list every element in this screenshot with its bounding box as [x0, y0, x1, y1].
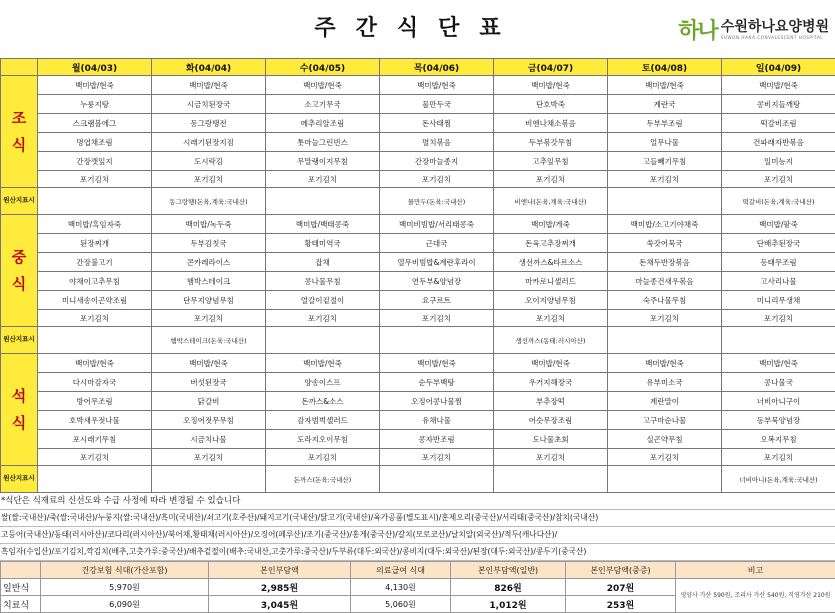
menu-item: 포기김치: [722, 310, 835, 327]
menu-item: 백미밥/소고기야채죽: [608, 215, 722, 234]
menu-row: [1, 411, 835, 430]
menu-item: 포기김치: [38, 449, 152, 466]
menu-item: 간장마늘종지: [380, 152, 494, 171]
page-header: [0, 0, 835, 58]
menu-item: 생선까스&타르소스: [494, 253, 608, 272]
price-value: 2,985원: [209, 579, 351, 596]
day-header: 화(04/04): [152, 59, 266, 76]
menu-item: 요구르트: [380, 291, 494, 310]
menu-item: 포기김치: [380, 310, 494, 327]
price-header: 건강보험 식대(가산포함): [41, 562, 209, 579]
origin-item: 떡갈비(돈육,계육:국내산): [722, 188, 835, 215]
menu-item: 포기김치: [608, 310, 722, 327]
day-header: 수(04/05): [266, 59, 380, 76]
menu-item: 비엔나채소볶음: [494, 114, 608, 133]
origin-item: [608, 188, 722, 215]
day-header-row: [1, 59, 835, 76]
menu-item: 양송이스프: [266, 373, 380, 392]
menu-item: 고들빼기무침: [608, 152, 722, 171]
price-header: [1, 562, 41, 579]
menu-row: [1, 76, 835, 95]
menu-row: [1, 215, 835, 234]
menu-item: 백미밥/팥죽: [722, 215, 835, 234]
menu-item: 백미밥/현죽: [494, 76, 608, 95]
origin-item: 너비아니(돈육,계육:국내산): [722, 466, 835, 493]
origin-row: [1, 466, 835, 493]
day-header: 토(04/08): [608, 59, 722, 76]
menu-item: 돈육고추장찌개: [494, 234, 608, 253]
price-header: 본인부담액(일반): [451, 562, 566, 579]
menu-item: 메추리알조림: [266, 114, 380, 133]
menu-item: 간장깻잎지: [38, 152, 152, 171]
meal-price-table: [0, 561, 835, 613]
menu-item: 쑥갓어묵국: [608, 234, 722, 253]
menu-item: 일미능지: [722, 152, 835, 171]
notes-section: [0, 493, 835, 561]
page-title: 주간식단표: [0, 0, 835, 58]
note-line: 흑임자(수입산)/포기김치,깍김치(배추,고춧가루:중국산)/배추겉절이(배추:국내산,고춧가루:중국산)/두부류(대두:외국산)/콩비지(대두:외국산)/된장(대두:외국산)/콩두기(중국산): [0, 544, 835, 561]
day-header: 목(04/06): [380, 59, 494, 76]
menu-item: 미니새송이곤약조림: [38, 291, 152, 310]
menu-row: [1, 133, 835, 152]
origin-item: [38, 188, 152, 215]
price-header: 본인부담액: [209, 562, 351, 579]
origin-item: 비엔나(돈육,계육:국내산): [494, 188, 608, 215]
menu-item: 오이지양념무침: [494, 291, 608, 310]
menu-item: 단배추된장국: [722, 234, 835, 253]
menu-item: 마카로니샐러드: [494, 272, 608, 291]
menu-item: 백미밥/현죽: [152, 354, 266, 373]
menu-item: 백미밥/현죽: [38, 76, 152, 95]
menu-item: 포기김치: [494, 171, 608, 188]
menu-item: 단호박죽: [494, 95, 608, 114]
menu-item: 백미밥/게죽: [494, 215, 608, 234]
menu-item: 포기김치: [608, 449, 722, 466]
menu-item: 콩나물무침: [266, 272, 380, 291]
menu-item: 마늘종건새우볶음: [608, 272, 722, 291]
menu-item: 호박새우젓나물: [38, 411, 152, 430]
price-header: 비고: [676, 562, 835, 579]
meal-label: 석 식: [1, 354, 38, 466]
menu-item: 두부부조림: [608, 114, 722, 133]
menu-item: 돈사태찜: [380, 114, 494, 133]
meal-label: 조 식: [1, 76, 38, 188]
menu-item: 동그랑땡전: [152, 114, 266, 133]
menu-item: 포기김치: [38, 171, 152, 188]
menu-item: 포기김치: [266, 449, 380, 466]
menu-item: 숙주나물무침: [608, 291, 722, 310]
origin-item: [266, 188, 380, 215]
menu-item: 백미비빔밥/서리태콩죽: [380, 215, 494, 234]
menu-item: 유채나물: [380, 411, 494, 430]
menu-item: 시금치된장국: [152, 95, 266, 114]
menu-row: [1, 234, 835, 253]
menu-item: 포기김치: [608, 171, 722, 188]
menu-row: [1, 152, 835, 171]
menu-item: 명엽채조림: [38, 133, 152, 152]
day-header: 일(04/09): [722, 59, 835, 76]
menu-item: 백미밥/현죽: [266, 354, 380, 373]
origin-item: 생선까스(동태:러시아산): [494, 327, 608, 354]
price-header: 의료급여 식대: [351, 562, 451, 579]
menu-item: 포기김치: [380, 449, 494, 466]
menu-item: 된장찌개: [38, 234, 152, 253]
menu-row: [1, 114, 835, 133]
price-value: 826원: [451, 579, 566, 596]
origin-item: [608, 466, 722, 493]
price-value: 207원: [566, 579, 676, 596]
menu-item: 콘카레라이스: [152, 253, 266, 272]
menu-row: [1, 449, 835, 466]
menu-item: 부추장떡: [494, 392, 608, 411]
diet-type: 치료식: [1, 596, 41, 613]
menu-row: [1, 272, 835, 291]
price-value: 3,045원: [209, 596, 351, 613]
note-line: 쌀(쌀:국내산)/죽(쌀:국내산)/누룽지(쌀:국내산)/흑미(국내산)/쇠고기(호주산)/돼지고기(국내산)/닭고기(국내산)/육가공품(별도표시)/훈제오리(중국산)/서리태(중국산)/참치(국내산): [0, 510, 835, 527]
menu-row: [1, 171, 835, 188]
menu-item: 닭갈비: [152, 392, 266, 411]
menu-item: 물만두국: [380, 95, 494, 114]
menu-item: 햄박스테이크: [152, 272, 266, 291]
menu-item: 다시마감자국: [38, 373, 152, 392]
menu-item: 백미밥/백태콩죽: [266, 215, 380, 234]
day-header: 금(04/07): [494, 59, 608, 76]
menu-item: 감자범벅샐러드: [266, 411, 380, 430]
menu-item: 고사리나물: [722, 272, 835, 291]
menu-item: 열무비빔밥&계란후라이: [380, 253, 494, 272]
hospital-name-english: SUWON HANA CONVALESCENT HOSPITAL: [721, 35, 829, 40]
menu-item: 연두부&양념장: [380, 272, 494, 291]
menu-item: 버섯된장국: [152, 373, 266, 392]
price-value: 4,130원: [351, 579, 451, 596]
menu-item: 오징어콩나물찜: [380, 392, 494, 411]
menu-item: 콩비지들깨탕: [722, 95, 835, 114]
menu-item: 도나물초회: [494, 430, 608, 449]
menu-item: 백미밥/현죽: [38, 354, 152, 373]
note-line: 고등어(국내산)/동태(러시아산)/코다리(러시아산)/북어채,황태채(러시아산)/오징어(페루산)/조기(중국산)/홍게(중국산)/갈치(모로코산)/날치알(외국산)/적두(캐나다산)/: [0, 527, 835, 544]
menu-item: 유부미소국: [608, 373, 722, 392]
origin-item: [152, 466, 266, 493]
menu-item: 시래기된장지짐: [152, 133, 266, 152]
menu-item: 포기김치: [722, 171, 835, 188]
origin-label: 원산지표시: [1, 466, 38, 493]
menu-row: [1, 253, 835, 272]
menu-item: 고추잎무침: [494, 152, 608, 171]
hospital-name: 수원하나요양병원: [721, 19, 829, 35]
menu-item: 백미밥/현죽: [608, 354, 722, 373]
origin-item: 햄박스테이크(돈육:국내산): [152, 327, 266, 354]
menu-item: 도라지오이무침: [266, 430, 380, 449]
price-value: 1,012원: [451, 596, 566, 613]
menu-item: 떡갈비조림: [722, 114, 835, 133]
menu-item: 백미밥/현죽: [722, 76, 835, 95]
menu-item: 돈까스&소스: [266, 392, 380, 411]
menu-item: 포기김치: [266, 171, 380, 188]
menu-item: 실곤약무침: [608, 430, 722, 449]
menu-item: 두부김칫국: [152, 234, 266, 253]
menu-row: [1, 95, 835, 114]
menu-item: 누룽지탕: [38, 95, 152, 114]
menu-item: 건파래자반볶음: [722, 133, 835, 152]
origin-item: [380, 327, 494, 354]
menu-item: 백미밥/현죽: [608, 76, 722, 95]
menu-item: 도시락김: [152, 152, 266, 171]
price-header-row: [1, 562, 835, 579]
menu-item: 어슷무장조림: [494, 411, 608, 430]
origin-row: [1, 188, 835, 215]
menu-item: 포기김치: [722, 449, 835, 466]
origin-label: 원산지표시: [1, 327, 38, 354]
menu-item: 콩나물국: [722, 373, 835, 392]
menu-row: [1, 291, 835, 310]
price-value: 5,970원: [41, 579, 209, 596]
menu-item: 야채이고추무침: [38, 272, 152, 291]
menu-item: 포기김치: [266, 310, 380, 327]
menu-item: 포기김치: [152, 310, 266, 327]
menu-item: 시금치나물: [152, 430, 266, 449]
note-line: *식단은 식재료의 신선도와 수급 사정에 따라 변경될 수 있습니다: [0, 493, 835, 510]
menu-item: 백미밥/흑임자죽: [38, 215, 152, 234]
menu-item: 간장불고기: [38, 253, 152, 272]
menu-item: 오복지무침: [722, 430, 835, 449]
menu-row: [1, 430, 835, 449]
menu-item: 단무지양념무침: [152, 291, 266, 310]
price-value: 253원: [566, 596, 676, 613]
menu-row: [1, 373, 835, 392]
menu-item: 동부묵양념장: [722, 411, 835, 430]
origin-item: 돈까스(돈육:국내산): [266, 466, 380, 493]
menu-item: 잡채: [266, 253, 380, 272]
menu-item: 포기김치: [494, 310, 608, 327]
hospital-logo: [678, 14, 829, 45]
menu-item: 오징어젓무무침: [152, 411, 266, 430]
logo-mark: 하나: [678, 14, 717, 45]
menu-item: 백미밥/현죽: [152, 76, 266, 95]
menu-item: 우거지해장국: [494, 373, 608, 392]
menu-item: 근대국: [380, 234, 494, 253]
menu-item: 무말랭이지무침: [266, 152, 380, 171]
price-row: [1, 579, 835, 596]
price-value: 5,060원: [351, 596, 451, 613]
menu-item: 고구마순나물: [608, 411, 722, 430]
menu-item: 콩자반조림: [380, 430, 494, 449]
origin-item: [494, 466, 608, 493]
menu-item: 백미밥/현죽: [380, 76, 494, 95]
menu-item: 두부볶갓무침: [494, 133, 608, 152]
origin-item: [722, 327, 835, 354]
menu-item: 얼갈이겉절이: [266, 291, 380, 310]
menu-item: 동태무조림: [722, 253, 835, 272]
origin-row: [1, 327, 835, 354]
origin-item: [380, 466, 494, 493]
menu-item: 포기김치: [380, 171, 494, 188]
menu-item: 포기김치: [152, 171, 266, 188]
menu-item: 백미밥/현죽: [266, 76, 380, 95]
menu-item: 돈채두반장볶음: [608, 253, 722, 272]
price-value: 6,090원: [41, 596, 209, 613]
menu-item: 소고기무국: [266, 95, 380, 114]
origin-item: 물만두(돈육:국내산): [380, 188, 494, 215]
menu-item: 방어무조림: [38, 392, 152, 411]
menu-row: [1, 392, 835, 411]
price-header: 본인부담액(중증): [566, 562, 676, 579]
diet-type: 일반식: [1, 579, 41, 596]
menu-item: 순두부백탕: [380, 373, 494, 392]
menu-row: [1, 354, 835, 373]
meal-label: 중 식: [1, 215, 38, 327]
menu-item: 포시래기무침: [38, 430, 152, 449]
menu-item: 톳마늘그린빈스: [266, 133, 380, 152]
menu-item: 계란말이: [608, 392, 722, 411]
menu-item: 백미밥/현죽: [380, 354, 494, 373]
menu-item: 포기김치: [494, 449, 608, 466]
origin-label: 원산지표시: [1, 188, 38, 215]
menu-item: 백미밥/녹두죽: [152, 215, 266, 234]
menu-item: 멸치볶음: [380, 133, 494, 152]
origin-item: [266, 327, 380, 354]
menu-item: 황태미역국: [266, 234, 380, 253]
menu-item: 스크램블에그: [38, 114, 152, 133]
menu-item: 포기김치: [152, 449, 266, 466]
menu-item: 백미밥/현죽: [722, 354, 835, 373]
price-remark: 영양사 가산 590원, 조리사 가산 540원, 직영가산 210원: [676, 579, 835, 613]
menu-item: 미니리무생채: [722, 291, 835, 310]
origin-item: [38, 327, 152, 354]
weekly-menu-table: [0, 58, 835, 493]
origin-item: [608, 327, 722, 354]
menu-item: 백미밥/현죽: [494, 354, 608, 373]
menu-item: 포기김치: [38, 310, 152, 327]
corner-cell: [1, 59, 38, 76]
menu-item: 얼무나물: [608, 133, 722, 152]
origin-item: [38, 466, 152, 493]
origin-item: 동그랑땡(돈육,계육:국내산): [152, 188, 266, 215]
menu-item: 계란국: [608, 95, 722, 114]
menu-row: [1, 310, 835, 327]
menu-item: 너비아니구이: [722, 392, 835, 411]
day-header: 월(04/03): [38, 59, 152, 76]
